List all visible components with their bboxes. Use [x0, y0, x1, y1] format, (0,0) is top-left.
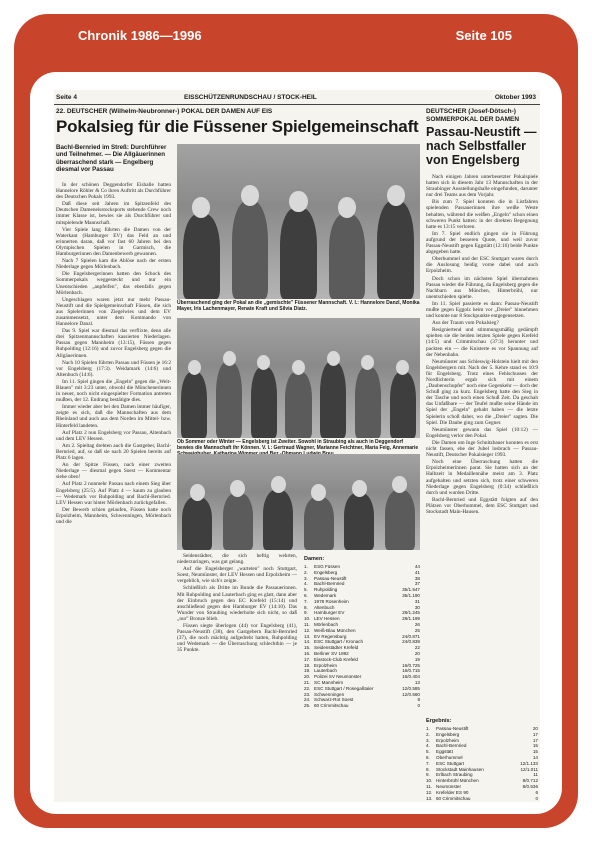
- person-silhouette: [320, 362, 346, 438]
- article-paragraph: Auf Platz 2 nun Engelsberg vor Passau, Altenbach und dem LEV Hessen.: [56, 429, 171, 442]
- ranking-points: 12/0.585: [402, 685, 420, 691]
- article-paragraph: Seidenstädter, die sich heftig wehrten, niederzuringen, was gut gelang.: [177, 553, 297, 566]
- ranking-place: 16.: [304, 650, 311, 656]
- article-text-column-left: [56, 182, 171, 796]
- article-paragraph: Daß diese seit Jahren im Spitzenfeld des Deutschen Dameneisstocksports stehende Crew noch immer Klasse ist, bewies sie als Durchführer und mitspielende Mannschaft.: [56, 201, 171, 226]
- sidebar-article-kicker: DEUTSCHER (Josef-Dötsch-) SOMMERPOKAL DER DAMEN: [426, 108, 520, 123]
- ranking-team: Engelsberg: [436, 731, 460, 737]
- ranking-points: 28/1.245: [402, 610, 420, 616]
- article-paragraph: Vier Spiele lang führten die Damen von der Waterkant (Hamburger EV) das Feld an und erinnerten daran, daß vor fast 60 Jahren bei den Olympischen Spielen in Garmisch, die Hamburgerinnen den Damenbewerb gewannen.: [56, 226, 171, 258]
- ranking-place: 11.: [304, 621, 311, 627]
- article-kicker: 22. DEUTSCHER (Wilhelm-Neubronner-) POKAL DER DAMEN AUF EIS: [56, 108, 273, 115]
- ranking-team: Hamburger EV: [314, 610, 345, 616]
- ranking-row: [426, 796, 538, 802]
- sidebar-paragraph: Neumünster aus Schleswig-Holstein hielt mit den Engelsbergern mit. Nach der 5. Kehre stand es 10:9 für Engelsberg. Trotz eines Fehlschusses der Nordlichterin ergab sich mit einem „Daubenschupfer" noch eine Gegenkehr — doch der Schuß ging zu kurz. Engelsberg hatte den Sieg in der Tasche und noch einen Schuß Zeit. Da geschah das Unfaßbare — der Teufel mußte seine Hände im Spiel der „Engeln" gehabt haben — die letzte Spielerin schoß daher, wo die „Dreier" sagten. Die Spiel. Die Daube ging zum Gegner.: [426, 358, 538, 426]
- ranking-team: Mörlenbach: [314, 621, 339, 627]
- chronicle-page-number: Seite 105: [455, 28, 512, 43]
- ranking-place: 1.: [304, 564, 308, 569]
- ranking-team: SC Mannheim: [314, 679, 344, 685]
- ranking-points: 17: [532, 737, 538, 743]
- sidebar-paragraph: Bis zum 7. Spiel konnten die in Listfahren spielenden Passauerinnen ihre weiße Weste behalten, während die weißen „Engeln" schon einen schweren Punkt hatten: in der direkten Begegnung hatte es 13:15 verloren.: [426, 199, 538, 230]
- ranking-team: Stockstadt Mainhausen: [436, 766, 484, 772]
- ranking-points: 0: [417, 703, 420, 709]
- ranking-points: 8: [417, 697, 420, 703]
- ranking-team: Wedemark: [314, 592, 337, 598]
- ranking-place: 6.: [426, 754, 430, 760]
- person-head: [327, 351, 340, 366]
- chronicle-title: Chronik 1986—1996: [78, 28, 202, 43]
- ranking-team: Erlbach Straubing: [436, 772, 473, 778]
- ranking-points: 12/1.133: [520, 760, 538, 766]
- person-silhouette: [390, 372, 416, 438]
- ranking-place: 14.: [304, 639, 311, 645]
- sidebar-paragraph: Nach einigen Jahren unterbesetzter Pokalspiele hatten sich in diesem Jahr 13 Mannschaften in der Straubinger Ausstellungshalle eingefunden, darunter nur drei Teams aus dem Vorjahr.: [426, 174, 538, 199]
- ranking-team: Neumünster: [436, 783, 462, 789]
- sidebar-paragraph: Bachl-Bernried und Eggstätt folgten auf den Plätzen vor Oberhummel, dem ESC Stuttgart und Stockstadt Main-Hausen.: [426, 496, 538, 515]
- ranking-points: 20: [414, 650, 420, 656]
- ranking-team: Schwenningen: [314, 691, 345, 697]
- ranking-title: Damen:: [304, 556, 325, 562]
- article-paragraph: Nach 7 Spielen kam die Ablöse nach der ersten Niederlage gegen Mörlenbach.: [56, 258, 171, 271]
- sidebar-paragraph: Noch eine Überraschung hatten die Erpolzheimerinnen parat. Sie hatten sich an der Halbzeit in Medaillennähe meist am 3. Platz aufgehalten und setzten sich, trotz einer schweren Niederlage gegen Engelsberg (0:34) schließlich durch und wurden Dritte.: [426, 459, 538, 496]
- ranking-place: 8.: [426, 766, 430, 772]
- ranking-place: 8.: [304, 604, 308, 610]
- ranking-points: 35/1.190: [402, 592, 420, 598]
- ranking-place: 15.: [304, 645, 311, 651]
- ranking-team: 60 Crimmitschau: [314, 703, 349, 709]
- ranking-team: Erpolzheim: [314, 662, 337, 668]
- ranking-place: 4.: [426, 743, 430, 749]
- person-silhouette: [181, 372, 207, 438]
- ranking-team: Krefelder ES 90: [436, 789, 469, 795]
- sidebar-paragraph: Im 7. Spiel endlich gingen sie in Führung aufgrund der besseren Quote, und weil zuvor Passau-Neustift gegen Eggstätt (12:16) beide Punkte abgegeben hatte.: [426, 230, 538, 256]
- ranking-place: 20.: [304, 674, 311, 680]
- person-silhouette: [385, 490, 415, 550]
- sidebar-article-text: [426, 174, 538, 714]
- person-silhouette: [232, 201, 268, 299]
- article-paragraph: Die Engelsbergerinnen hatten den Schock des Sommerpokals weggesteckt und nur ein Unentschieden „anpfeifen", das ebenfalls gegen Mörlenbach.: [56, 271, 171, 296]
- sidebar-paragraph: Aus der Traum vom Pokalsieg?: [432, 320, 499, 327]
- ranking-place: 22.: [304, 685, 311, 691]
- ranking-points: 44: [414, 564, 420, 569]
- ranking-team: 60 Crimmitschau: [436, 795, 471, 801]
- person-silhouette: [344, 493, 374, 550]
- ranking-team: Seidenstädter Krefeld: [314, 645, 359, 651]
- ranking-place: 13.: [426, 795, 433, 801]
- ranking-place: 19.: [304, 668, 311, 674]
- ranking-points: 30: [414, 604, 420, 610]
- article-paragraph: In der schönen Deggendorfer Eishalle hatten Hannelore Röhler & Co ihren Auftritt als Durchführer des Deutschen Pokals 1993.: [56, 182, 171, 201]
- person-silhouette: [280, 208, 316, 299]
- article-paragraph: Auf die Engelsberger „warteten" noch Stuttgart, Soest, Neumünster, der LEV Hessen und Erpolzheim — vergeblich, wie sich's zeigte.: [177, 566, 297, 585]
- ranking-place: 1.: [426, 726, 430, 731]
- person-silhouette: [223, 493, 253, 550]
- person-silhouette: [355, 367, 381, 438]
- ranking-team: Polizei SV Neumünster: [314, 674, 362, 680]
- ranking-place: 3.: [304, 575, 308, 581]
- ranking-place: 12.: [426, 789, 433, 795]
- ranking-team: ESC Stuttgart / Kronach: [314, 639, 364, 645]
- ranking-place: 25.: [304, 703, 311, 709]
- ranking-points: 28/1.199: [402, 616, 420, 622]
- ranking-team: Weiß-Blau München: [314, 627, 356, 633]
- person-silhouette: [263, 490, 293, 550]
- ranking-points: 8/0.712: [522, 778, 538, 784]
- ranking-points: 38: [414, 575, 420, 581]
- newspaper-publication: EISSCHÜTZENRUNDSCHAU / STOCK-HEIL: [184, 94, 317, 101]
- ranking-points: 41: [414, 569, 420, 575]
- person-head: [241, 185, 259, 206]
- sidebar-paragraph: Oberhummel und der ESC Stuttgart waren durch die Auslosung beidig vorne dabei und auch Erpolzheim.: [426, 256, 538, 275]
- ranking-place: 7.: [426, 760, 430, 766]
- sidebar-article-headline: Passau-Neustift — nach Selbstfaller von Engelsberg: [426, 125, 537, 167]
- ranking-team: Schwarz-Rot Soest: [314, 697, 354, 703]
- ranking-team: Eisstock-Club Krefeld: [314, 656, 358, 662]
- article-paragraph: Am 2. Spieltag drehten auch die Gastgeber, Bachl-Bernried, auf, so daß sie nach 20 Spielen bereits auf Platz 6 lagen.: [56, 442, 171, 462]
- ranking-place: 10.: [426, 778, 433, 784]
- ranking-points: 15: [532, 749, 538, 755]
- ranking-team: Passau-Neustift: [314, 575, 347, 581]
- article-paragraph: Schließlich als Dritte im Bunde die Passauerinnen. Mit Ruhpolding und Lauterbach ging es glatt, dann aber der Einbruch gegen den EC Krefeld (15:14) und anschließend gegen den Hamburger EV (14:10). Das Wunder von Straubing wiederholte sich nicht, so daß „nur" Bronze blieb.: [177, 585, 297, 622]
- ranking-place: 6.: [304, 592, 308, 598]
- person-head: [190, 484, 205, 501]
- ranking-points: 37: [414, 581, 420, 587]
- team-photo-engelsberg: [177, 318, 420, 438]
- sidebar-paragraph: Doch schon im nächsten Spiel übernahmen Passau wieder die Führung, da Engelsberg gegen die Nachbarn aus München, Hinterbrühl, nur unentschieden spielte.: [426, 275, 538, 300]
- article-paragraph: Auf Platz 2 nunmehr Passau nach einem Sieg über Engelsberg (25:5). Auf Platz 4 — kaum zu glauben — Wedemark vor Ruhpolding und Bachl-Bernried. LEV Hessen war hinter Mörlenbach zurückgefallen.: [56, 481, 171, 506]
- ranking-points: 20: [532, 726, 538, 731]
- person-head: [188, 360, 201, 375]
- ranking-place: 11.: [426, 783, 433, 789]
- person-head: [289, 191, 307, 212]
- ranking-points: 12/0.560: [402, 691, 420, 697]
- article-paragraph: Im 11. Spiel gingen die „Engeln" gegen die „Welt-Blauen" mit 3:23 unter, obwohl die Münchenerinnen in neuer, noch nicht eingespielter Formation antreten mußten, der 12. Endrang bestätigte dies.: [56, 378, 171, 404]
- newspaper-date: Oktober 1993: [494, 94, 536, 101]
- article-paragraph: Ungeschlagen waren jetzt nur mehr Passau-Neustift und die Spielgemeinschaft Füssen, die sich aus Spielerinnen von Ziegelwies und dem EV zusammensetzt, unter dem Kommando von Hannelore Danzl.: [56, 296, 171, 328]
- ranking-place: 12.: [304, 627, 311, 633]
- person-head: [271, 476, 286, 493]
- person-silhouette: [285, 372, 311, 438]
- sidebar-paragraph: Resigniertend und stimmungsmäßig gedämpft spielten sie die beiden letzten Spiele gegen Krefeld (14:5) und Crimmitschau (37:3) herunter und packten ein — die Knisterte es vor Spannung auf der Nebenbahn.: [426, 327, 538, 358]
- ranking-points: 16/0.715: [402, 668, 420, 674]
- ranking-team: Lauterbach: [314, 668, 337, 674]
- article-paragraph: Nach 10 Spielen führten Passau und Füssen je 16:2 vor Engelsberg (17:3). Weidamark (14:6) und Altenbuch (14:6).: [56, 359, 171, 378]
- ranking-team: Berliner SV 1892: [314, 650, 349, 656]
- person-head: [223, 351, 236, 366]
- person-silhouette: [216, 362, 242, 438]
- person-head: [352, 480, 367, 497]
- ranking-team: ESG Füssen: [314, 564, 341, 569]
- ranking-table: [304, 564, 420, 709]
- ranking-points: 8/0.536: [522, 783, 538, 789]
- article-paragraph: Immer wieder aber bei den Damen immer häufiger, zeigte es sich, daß die Mannschaften aus dem Rheinland und auch aus dem Norden im Mittel- bzw. Hinterfeld landeten.: [56, 404, 171, 429]
- ranking-place: 18.: [304, 662, 311, 668]
- header-rule: [54, 104, 540, 105]
- ranking-place: 23.: [304, 691, 311, 697]
- ranking-points: 16/0.404: [402, 674, 420, 680]
- ranking-place: 7.: [304, 598, 308, 604]
- ranking-row: [304, 703, 420, 709]
- article-paragraph: Der Bewerb schien gelaufen, Füssen hatte noch Erpolzheim, Mannheim, Schwenningen, Mörlenbach und die: [56, 506, 171, 525]
- article-paragraph: Füssen siegte überlegen (44) vor Engelsberg (41), Passau-Neustift (38), den Gastgebern Bachl-Bernried (37), die noch mächtig aufgedreht hatten, Ruhpolding und Wedemark — die Überraschung schlechthin — je 35 Punkte.: [177, 623, 297, 654]
- ranking-place: 10.: [304, 616, 311, 622]
- newspaper-page: [54, 90, 540, 802]
- ranking-team: Hinterbrühl München: [436, 778, 479, 784]
- ranking-team: Passau-Neustift: [436, 726, 469, 731]
- sidebar-paragraph: Im 11. Spiel passierte es dann: Passau-Neustift mußte gegen Eggolz heim vor „Dreier" hinnehmen und konnte nur 8 Stockpunkte entgegensetzen.: [426, 300, 538, 320]
- ranking-points: 24/0.871: [402, 633, 420, 639]
- ranking-points: 35/1.547: [402, 587, 420, 593]
- ranking-points: 15: [532, 743, 538, 749]
- ranking-points: 26: [414, 621, 420, 627]
- ranking-team: Bachl-Bernried: [436, 743, 467, 749]
- ranking-team: Altenbuch: [314, 604, 335, 610]
- ranking-team: ESC Stuttgart: [436, 760, 465, 766]
- person-silhouette: [329, 214, 365, 299]
- ranking-points: 0: [535, 795, 538, 801]
- person-silhouette: [182, 497, 212, 550]
- person-silhouette: [251, 367, 277, 438]
- ranking-team: Engelsberg: [314, 569, 338, 575]
- ranking-points: 17: [532, 731, 538, 737]
- article-paragraph: An der Spitze Füssen, nach einer zweiten Niederlage — diesmal gegen Soest — Kommentar siehe oben!: [56, 462, 171, 481]
- sidebar-paragraph: Die Damen um Inge Schnitzbauer konnten es erst nicht fassen, ehe der Jubel losbrach — Passau-Neustift, Deutscher Pokalsieger 1993.: [426, 439, 538, 459]
- ranking-points: 6: [535, 789, 538, 795]
- ranking-place: 24.: [304, 697, 311, 703]
- ranking-place: 9.: [304, 610, 308, 616]
- ranking-points: 22: [414, 645, 420, 651]
- ranking-points: 12/1.011: [520, 766, 538, 772]
- article-text-column-middle: [177, 553, 297, 796]
- ranking-place: 5.: [304, 587, 308, 593]
- ranking-points: 19: [414, 656, 420, 662]
- ranking-team: Eggstätt: [436, 749, 453, 755]
- ranking-team: 1978 Rosenheim: [314, 598, 349, 604]
- ranking-place: 21.: [304, 679, 311, 685]
- article-paragraph: Das 9. Spiel war diesmal das verflixte, denn alle drei Spitzenmannschaften kassierten Niederlagen. Passau gegen Mannheim (13:15), Füssen gegen Ruhpolding (12:16) und zuvor Engelsberg gegen die Allgäuerinnen.: [56, 328, 171, 359]
- ranking-place: 9.: [426, 772, 430, 778]
- ranking-place: 3.: [426, 737, 430, 743]
- ranking-team: Ruhpolding: [314, 587, 338, 593]
- person-head: [387, 185, 405, 206]
- sidebar-paragraph: Neumünster gewann das Spiel (10:12) — Engelsberg verlor den Pokal.: [426, 426, 538, 439]
- ranking-points: 11: [533, 772, 538, 778]
- ranking-team: LEV Hessen: [314, 616, 340, 622]
- photo-caption-fuessen: Überraschend ging der Pokal an die „gemischte" Füssener Mannschaft. V. l.: Hannelore Danzl, Monika Mayer, Iris Lachenmayer, Renate Kraft und Silvia Diatz.: [177, 300, 420, 312]
- ranking-row: [304, 686, 420, 692]
- ranking-place: 2.: [426, 731, 430, 737]
- article-lead: Bachl-Bernried im Streß: Durchführer und Teilnehmer. — Die Allgäuerinnen überraschend stark — Engelberg diesmal vor Passau: [56, 144, 167, 174]
- ranking-points: 13: [414, 679, 420, 685]
- ranking-team: EV Regensburg: [314, 633, 347, 639]
- ranking-place: 13.: [304, 633, 311, 639]
- sidebar-ranking-title: Ergebnis:: [426, 718, 452, 724]
- person-silhouette: [377, 201, 413, 299]
- sidebar-ranking-table: [426, 726, 538, 801]
- ranking-place: 5.: [426, 749, 430, 755]
- person-silhouette: [304, 497, 334, 550]
- team-photo-passau: [177, 454, 420, 550]
- ranking-points: 31: [414, 598, 420, 604]
- team-photo-fuessen: [177, 144, 420, 299]
- ranking-team: Bachl-Bernried: [314, 581, 345, 587]
- ranking-points: 16/0.725: [402, 662, 420, 668]
- ranking-points: 14: [532, 754, 538, 760]
- ranking-place: 2.: [304, 569, 308, 575]
- ranking-points: 24/0.839: [402, 639, 420, 645]
- ranking-place: 17.: [304, 656, 311, 662]
- ranking-team: ESC Stuttgart / Rosegaßtaler: [314, 685, 374, 691]
- article-headline: Pokalsieg für die Füssener Spielgemeinschaft: [56, 117, 419, 136]
- ranking-team: Oberhummel: [436, 754, 463, 760]
- person-silhouette: [183, 214, 219, 299]
- ranking-team: Erpolzheim: [436, 737, 459, 743]
- ranking-place: 4.: [304, 581, 308, 587]
- photo-caption-engelsberg: Ob Sommer oder Winter — Engelsberg ist Zweiter. Sowohl in Straubing als auch in Deggendorf bewies die Mannschaft ihr Können. V. l.: Gertraud Wagner, Marianne Feichtner, Maria Feig, Annemarie: [177, 439, 419, 451]
- ranking-points: 25: [414, 627, 420, 633]
- newspaper-page-number: Seite 4: [56, 94, 77, 101]
